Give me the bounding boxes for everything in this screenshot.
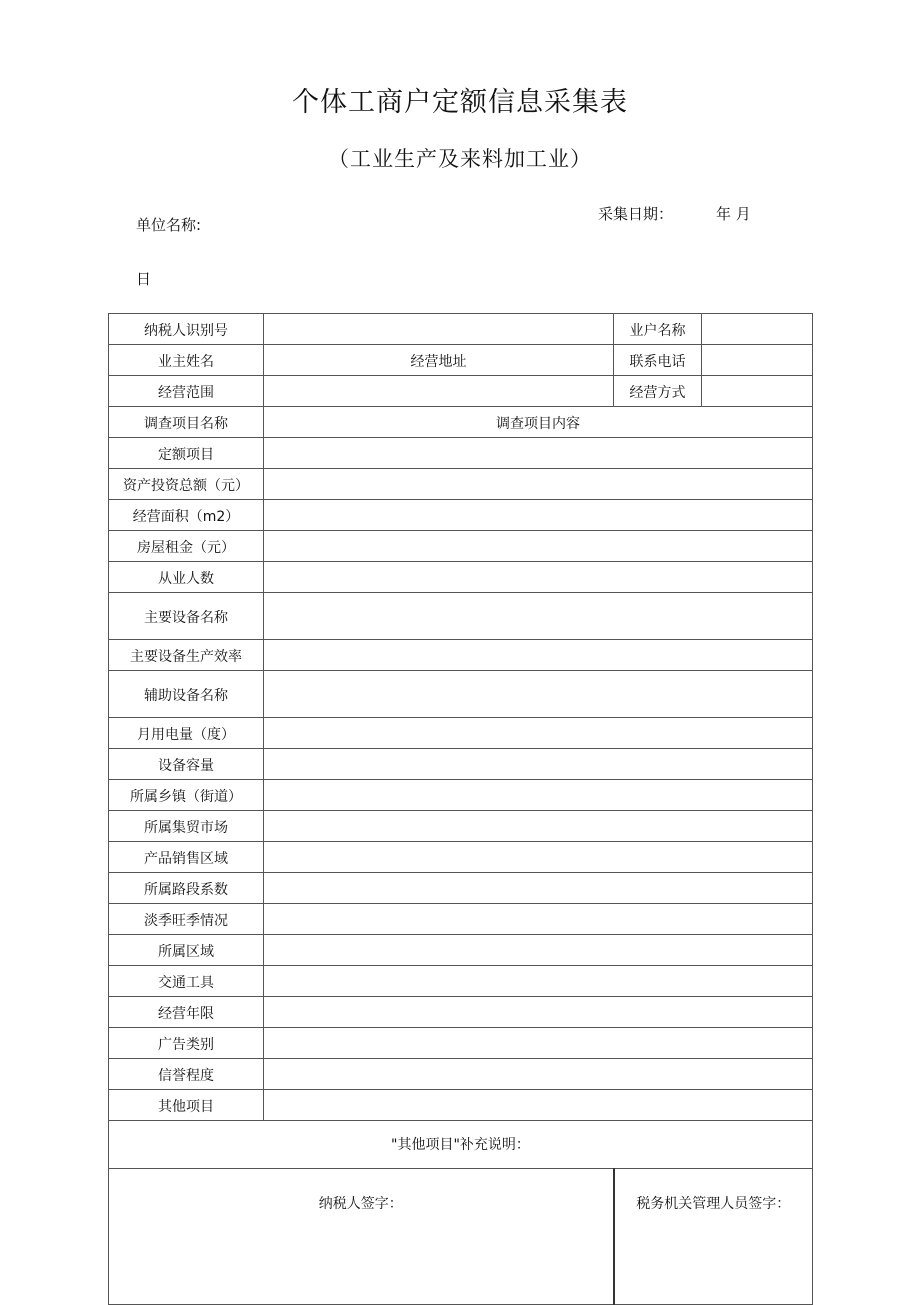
- table-row: [109, 1059, 813, 1090]
- table-row: [109, 531, 813, 562]
- survey-item-label: 产品销售区域: [109, 842, 264, 873]
- officer-signature-box[interactable]: 税务机关管理人员签字：: [614, 1169, 813, 1305]
- table-row: [109, 935, 813, 966]
- table-row: [109, 1090, 813, 1121]
- survey-item-field[interactable]: [264, 531, 813, 562]
- survey-item-label: 经营年限: [109, 997, 264, 1028]
- survey-item-label: 月用电量（度）: [109, 718, 264, 749]
- table-row: [109, 873, 813, 904]
- survey-item-field[interactable]: [264, 1090, 813, 1121]
- survey-item-field[interactable]: [264, 780, 813, 811]
- survey-item-label: 主要设备名称: [109, 593, 264, 640]
- table-row: [109, 1169, 813, 1305]
- table-row: [109, 562, 813, 593]
- survey-name-header: 调查项目名称: [109, 407, 264, 438]
- survey-item-field[interactable]: [264, 671, 813, 718]
- survey-item-field[interactable]: [264, 966, 813, 997]
- survey-item-field[interactable]: [264, 749, 813, 780]
- survey-item-field[interactable]: [264, 997, 813, 1028]
- household-name-label: 业户名称: [614, 314, 702, 345]
- survey-content-header: 调查项目内容: [264, 407, 813, 438]
- unit-name-label: 单位名称:: [136, 216, 202, 234]
- survey-item-label: 所属集贸市场: [109, 811, 264, 842]
- table-row: [109, 1121, 813, 1169]
- phone-label: 联系电话: [614, 345, 702, 376]
- collection-date-label: 采集日期：: [598, 205, 674, 223]
- survey-item-label: 其他项目: [109, 1090, 264, 1121]
- survey-item-field[interactable]: [264, 1059, 813, 1090]
- info-table: [108, 313, 813, 1305]
- day-label: 日: [136, 270, 152, 288]
- table-row: [109, 1028, 813, 1059]
- survey-item-label: 房屋租金（元）: [109, 531, 264, 562]
- survey-item-field[interactable]: [264, 469, 813, 500]
- year-month-label: 年 月: [716, 205, 751, 223]
- table-row: [109, 966, 813, 997]
- table-row: [109, 469, 813, 500]
- table-row: [109, 500, 813, 531]
- table-row: [109, 345, 813, 376]
- owner-name-label: 业主姓名: [109, 345, 264, 376]
- business-mode-label: 经营方式: [614, 376, 702, 407]
- survey-item-field[interactable]: [264, 438, 813, 469]
- table-row: [109, 376, 813, 407]
- survey-item-field[interactable]: [264, 873, 813, 904]
- table-row: [109, 718, 813, 749]
- table-row: [109, 640, 813, 671]
- survey-item-field[interactable]: [264, 811, 813, 842]
- survey-item-field[interactable]: [264, 904, 813, 935]
- business-scope-field[interactable]: [264, 376, 614, 407]
- page-subtitle: （工业生产及来料加工业）: [328, 147, 592, 171]
- table-row: [109, 749, 813, 780]
- survey-item-label: 定额项目: [109, 438, 264, 469]
- table-row: [109, 314, 813, 345]
- phone-field[interactable]: [702, 345, 813, 376]
- table-row: [109, 593, 813, 640]
- survey-item-field[interactable]: [264, 935, 813, 966]
- survey-item-label: 辅助设备名称: [109, 671, 264, 718]
- survey-item-field[interactable]: [264, 718, 813, 749]
- survey-item-label: 所属路段系数: [109, 873, 264, 904]
- table-row: [109, 904, 813, 935]
- survey-item-label: 从业人数: [109, 562, 264, 593]
- survey-item-label: 资产投资总额（元）: [109, 469, 264, 500]
- survey-item-field[interactable]: [264, 842, 813, 873]
- survey-item-label: 所属区域: [109, 935, 264, 966]
- table-row: [109, 438, 813, 469]
- page-title: 个体工商户定额信息采集表: [292, 87, 628, 118]
- survey-item-label: 经营面积（m2）: [109, 500, 264, 531]
- business-address-label: 经营地址: [264, 345, 614, 376]
- taxpayer-id-field[interactable]: [264, 314, 614, 345]
- table-row: [109, 811, 813, 842]
- table-row: [109, 780, 813, 811]
- survey-item-label: 交通工具: [109, 966, 264, 997]
- taxpayer-id-label: 纳税人识别号: [109, 314, 264, 345]
- survey-item-field[interactable]: [264, 500, 813, 531]
- survey-item-label: 所属乡镇（街道）: [109, 780, 264, 811]
- table-row: [109, 997, 813, 1028]
- survey-item-label: 信誉程度: [109, 1059, 264, 1090]
- table-row: [109, 842, 813, 873]
- household-name-field[interactable]: [702, 314, 813, 345]
- survey-item-label: 淡季旺季情况: [109, 904, 264, 935]
- survey-item-label: 设备容量: [109, 749, 264, 780]
- table-row: [109, 407, 813, 438]
- survey-item-field[interactable]: [264, 640, 813, 671]
- business-mode-field[interactable]: [702, 376, 813, 407]
- survey-item-field[interactable]: [264, 1028, 813, 1059]
- survey-item-label: 广告类别: [109, 1028, 264, 1059]
- table-row: [109, 671, 813, 718]
- survey-item-field[interactable]: [264, 562, 813, 593]
- survey-item-label: 主要设备生产效率: [109, 640, 264, 671]
- other-items-note[interactable]: "其他项目"补充说明：: [109, 1121, 813, 1169]
- taxpayer-signature-box[interactable]: 纳税人签字：: [109, 1169, 614, 1305]
- survey-item-field[interactable]: [264, 593, 813, 640]
- business-scope-label: 经营范围: [109, 376, 264, 407]
